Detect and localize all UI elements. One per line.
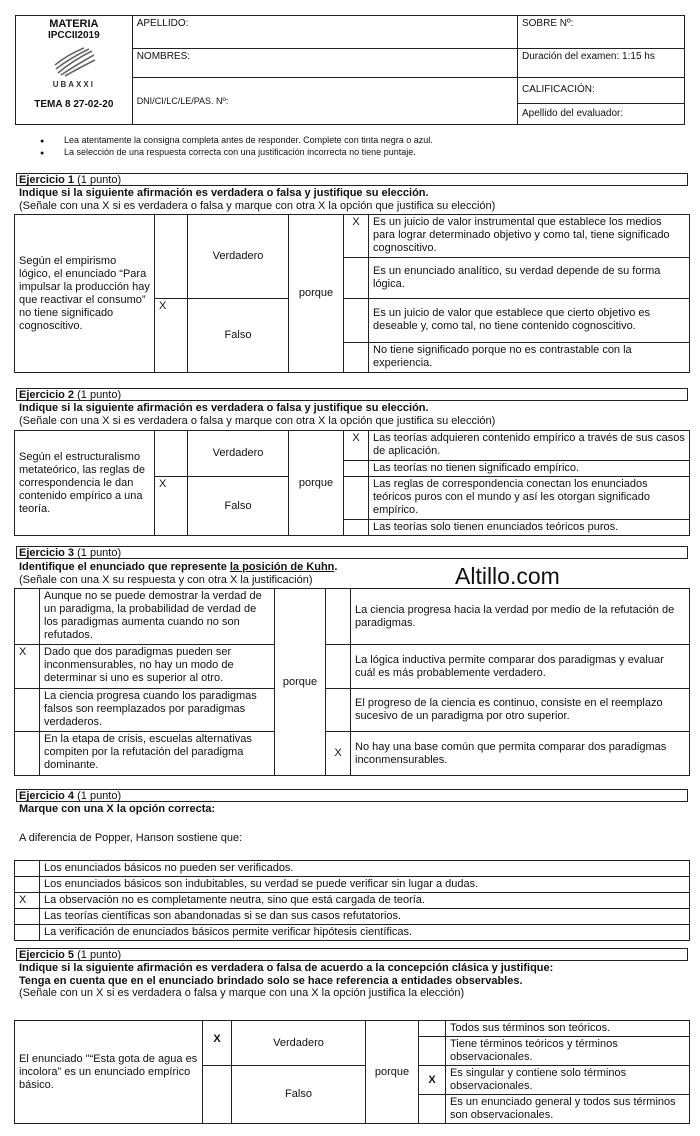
sobre-field[interactable]: SOBRE Nº: xyxy=(517,16,684,49)
instructions-list xyxy=(40,135,433,159)
ej4-option-mark[interactable] xyxy=(15,925,40,941)
ej1-statement: Según el empirismo lógico, el enunciado “Para impulsar la producción hay que reactivar el consumo” no tiene significado cognoscitivo. xyxy=(15,215,155,373)
ej3-right-option: El progreso de la ciencia es continuo, consiste en el reemplazo sucesivo de un paradigma por otro superior. xyxy=(351,689,690,732)
ej1-points: (1 punto) xyxy=(77,174,122,186)
ej2-table xyxy=(14,430,690,536)
ubaxxi-logo xyxy=(18,47,130,89)
ubaxxi-logo-icon xyxy=(52,47,96,77)
ej5-title-bar xyxy=(16,948,688,961)
ej3-right-option: La lógica inductiva permite comparar dos paradigmas y evaluar cuál es más probablemente verdadero. xyxy=(351,645,690,689)
ej5-false-mark[interactable] xyxy=(203,1066,232,1124)
ej3-left-mark[interactable] xyxy=(15,589,40,645)
ej3-left-mark[interactable] xyxy=(15,732,40,776)
ej2-false-label: Falso xyxy=(188,477,289,536)
ej3-instruction-post: . xyxy=(334,561,338,573)
ej4-option: Los enunciados básicos son indubitables, su verdad se puede verificar sin lugar a dudas. xyxy=(40,877,690,893)
ej5-statement: El enunciado "“Esta gota de agua es incolora” es un enunciado empírico básico. xyxy=(15,1021,203,1124)
ej2-statement: Según el estructuralismo metateórico, las reglas de correspondencia le dan contenido empírico a una teoría. xyxy=(15,431,155,536)
ej5-instructions xyxy=(19,962,553,1000)
ej5-option-mark[interactable]: X xyxy=(419,1066,446,1095)
ej5-table xyxy=(14,1020,690,1124)
ej2-option-mark[interactable] xyxy=(344,461,369,477)
ej4-question: A diferencia de Popper, Hanson sostiene que: xyxy=(19,832,243,844)
ej1-instructions xyxy=(19,187,495,212)
instruction-item: ● Lea atentamente la consigna completa antes de responder. Complete con tinta negra o azul. xyxy=(40,135,433,147)
ej1-option: Es un juicio de valor que establece que cierto objetivo es deseable y, como tal, no tiene contenido cognoscitivo. xyxy=(369,298,690,342)
ej3-right-mark[interactable]: X xyxy=(326,732,351,776)
ej2-option-mark[interactable] xyxy=(344,477,369,520)
ej1-title-bar xyxy=(16,173,688,186)
subject-label: MATERIA xyxy=(49,18,99,30)
ej5-option: Es singular y contiene solo términos observacionales. xyxy=(446,1066,690,1095)
ej2-title-bar xyxy=(16,388,688,401)
ej4-option-mark[interactable]: X xyxy=(15,893,40,909)
ej5-true-mark[interactable]: X xyxy=(203,1021,232,1066)
ej3-left-option: Dado que dos paradigmas pueden ser inconmensurables, no hay un modo de determinar si uno es superior al otro. xyxy=(40,645,275,689)
ej3-porque: porque xyxy=(275,589,326,776)
ej5-option: Es un enunciado general y todos sus términos son observacionales. xyxy=(446,1095,690,1124)
ej2-false-mark[interactable]: X xyxy=(155,477,188,536)
dni-field[interactable]: DNI/CI/LC/LE/PAS. Nº: xyxy=(132,78,517,125)
ej4-instruction: Marque con una X la opción correcta: xyxy=(19,803,216,815)
ej1-instruction: Indique si la siguiente afirmación es verdadera o falsa y justifique su elección. xyxy=(19,187,429,199)
ej4-title: Ejercicio 4 xyxy=(19,790,75,802)
ej4-table xyxy=(14,860,690,941)
ej3-right-mark[interactable] xyxy=(326,689,351,732)
ej4-points: (1 punto) xyxy=(77,790,122,802)
ej3-note: (Señale con una X su respuesta y con otra X la justificación) xyxy=(19,573,313,586)
ej5-false-label: Falso xyxy=(232,1066,366,1124)
ej3-left-option: La ciencia progresa cuando los paradigmas falsos son reemplazados por paradigmas verdaderos. xyxy=(40,689,275,732)
evaluador-field[interactable]: Apellido del evaluador: xyxy=(521,108,624,119)
ej1-table xyxy=(14,214,690,373)
duracion-label: Duración del examen: 1:15 hs xyxy=(517,49,684,78)
ej2-option: Las teorías solo tienen enunciados teóricos puros. xyxy=(369,520,690,536)
ej2-true-mark[interactable] xyxy=(155,431,188,477)
ej1-false-label: Falso xyxy=(188,298,289,372)
subject-cell xyxy=(16,16,133,125)
ej5-instruction-2: Tenga en cuenta que en el enunciado brindado solo se hace referencia a entidades observables. xyxy=(19,974,523,987)
ej3-left-option: Aunque no se puede demostrar la verdad de un paradigma, la probabilidad de verdad de los paradigmas aumenta cuando no son refutados. xyxy=(40,589,275,645)
ej2-option: Las teorías no tienen significado empírico. xyxy=(369,461,690,477)
ej4-option: Los enunciados básicos no pueden ser verificados. xyxy=(40,861,690,877)
ej5-true-label: Verdadero xyxy=(232,1021,366,1066)
ej2-points: (1 punto) xyxy=(77,389,122,401)
ej3-right-mark[interactable] xyxy=(326,645,351,689)
ej1-option-mark[interactable]: X xyxy=(344,215,369,258)
ej3-left-mark[interactable]: X xyxy=(15,645,40,689)
ej2-option: Las reglas de correspondencia conectan los enunciados teóricos puros con el mundo y así les otorgan significado empírico. xyxy=(369,477,690,520)
altillo-watermark: Altillo.com xyxy=(455,563,560,589)
ej4-option-mark[interactable] xyxy=(15,861,40,877)
ej4-option: La observación no es completamente neutra, sino que está cargada de teoría. xyxy=(40,893,690,909)
ej5-option-mark[interactable] xyxy=(419,1095,446,1124)
ej3-instructions xyxy=(19,561,337,586)
ej2-title: Ejercicio 2 xyxy=(19,389,75,401)
ej5-porque: porque xyxy=(366,1021,419,1124)
tema-label: TEMA 8 27-02-20 xyxy=(34,99,114,110)
ej1-option: Es un enunciado analítico, su verdad depende de su forma lógica. xyxy=(369,258,690,298)
ej3-instruction-pre: Identifique el enunciado que represente xyxy=(19,561,230,573)
ej5-note: (Señale con un X si es verdadera o falsa y marque con una X la opción justifica la elección) xyxy=(19,987,465,999)
ej2-instruction: Indique si la siguiente afirmación es verdadera o falsa y justifique su elección. xyxy=(19,402,429,414)
ej3-title-bar xyxy=(16,546,688,559)
ej3-points: (1 punto) xyxy=(77,547,122,559)
ej1-option: No tiene significado porque no es contrastable con la experiencia. xyxy=(369,342,690,372)
ej3-right-option: La ciencia progresa hacia la verdad por medio de la refutación de paradigmas. xyxy=(351,589,690,645)
ej2-porque: porque xyxy=(289,431,344,536)
nombres-field[interactable]: NOMBRES: xyxy=(132,49,517,78)
ej5-instruction-1: Indique si la siguiente afirmación es verdadera o falsa de acuerdo a la concepción clásica y justifique: xyxy=(19,962,554,974)
ej1-note: (Señale con una X si es verdadera o falsa y marque con otra X la opción que justifica su elección) xyxy=(19,199,496,212)
ej3-title: Ejercicio 3 xyxy=(19,547,75,559)
ej1-true-label: Verdadero xyxy=(188,215,289,299)
ej1-false-mark[interactable]: X xyxy=(155,298,188,372)
ej3-table xyxy=(14,588,690,776)
ej4-option-mark[interactable] xyxy=(15,909,40,925)
ej5-title: Ejercicio 5 xyxy=(19,949,75,961)
ej1-true-mark[interactable] xyxy=(155,215,188,299)
ej3-right-mark[interactable] xyxy=(326,589,351,645)
ej3-left-mark[interactable] xyxy=(15,689,40,732)
ej2-true-label: Verdadero xyxy=(188,431,289,477)
ej4-instruction-wrap xyxy=(19,803,215,816)
ej3-left-option: En la etapa de crisis, escuelas alternativas compiten por la refutación del paradigma dominante. xyxy=(40,732,275,776)
ej2-instructions xyxy=(19,402,495,427)
ej5-option: Tiene términos teóricos y términos observacionales. xyxy=(446,1037,690,1066)
ej1-option-mark[interactable] xyxy=(344,342,369,372)
ej5-option-mark[interactable] xyxy=(419,1021,446,1037)
ej2-option-mark[interactable]: X xyxy=(344,431,369,461)
subject-code: IPCCII2019 xyxy=(47,30,100,41)
ej1-title: Ejercicio 1 xyxy=(19,174,75,186)
ej5-option-mark[interactable] xyxy=(419,1037,446,1066)
ej4-option: Las teorías científicas son abandonadas si se dan sus casos refutatorios. xyxy=(40,909,690,925)
ej1-option: Es un juicio de valor instrumental que establece los medios para lograr determinado objetivo y como tal, tiene significado cognoscitivo. xyxy=(369,215,690,258)
ej3-right-option: No hay una base común que permita comparar dos paradigmas inconmensurables. xyxy=(351,732,690,776)
ej3-instruction-underlined: la posición de Kuhn xyxy=(229,561,335,573)
ej4-option-mark[interactable] xyxy=(15,877,40,893)
ej4-title-bar xyxy=(16,789,688,802)
calificacion-field[interactable]: CALIFICACIÓN: xyxy=(518,78,684,104)
exam-header xyxy=(15,15,685,125)
logo-text: UBAXXI xyxy=(52,80,95,89)
ej1-option-mark[interactable] xyxy=(344,298,369,342)
ej2-note: (Señale con una X si es verdadera o falsa y marque con otra X la opción que justifica su elección) xyxy=(19,414,496,427)
ej1-option-mark[interactable] xyxy=(344,258,369,298)
ej5-points: (1 punto) xyxy=(77,949,122,961)
ej5-option: Todos sus términos son teóricos. xyxy=(446,1021,690,1037)
ej1-porque: porque xyxy=(289,215,344,373)
instruction-item: ● La selección de una respuesta correcta con una justificación incorrecta no tiene puntaje. xyxy=(40,147,433,159)
apellido-field[interactable]: APELLIDO: xyxy=(132,16,517,49)
ej4-option: La verificación de enunciados básicos permite verificar hipótesis científicas. xyxy=(40,925,690,941)
ej2-option-mark[interactable] xyxy=(344,520,369,536)
ej2-option: Las teorías adquieren contenido empírico a través de sus casos de aplicación. xyxy=(369,431,690,461)
calificacion-cell xyxy=(517,78,684,125)
